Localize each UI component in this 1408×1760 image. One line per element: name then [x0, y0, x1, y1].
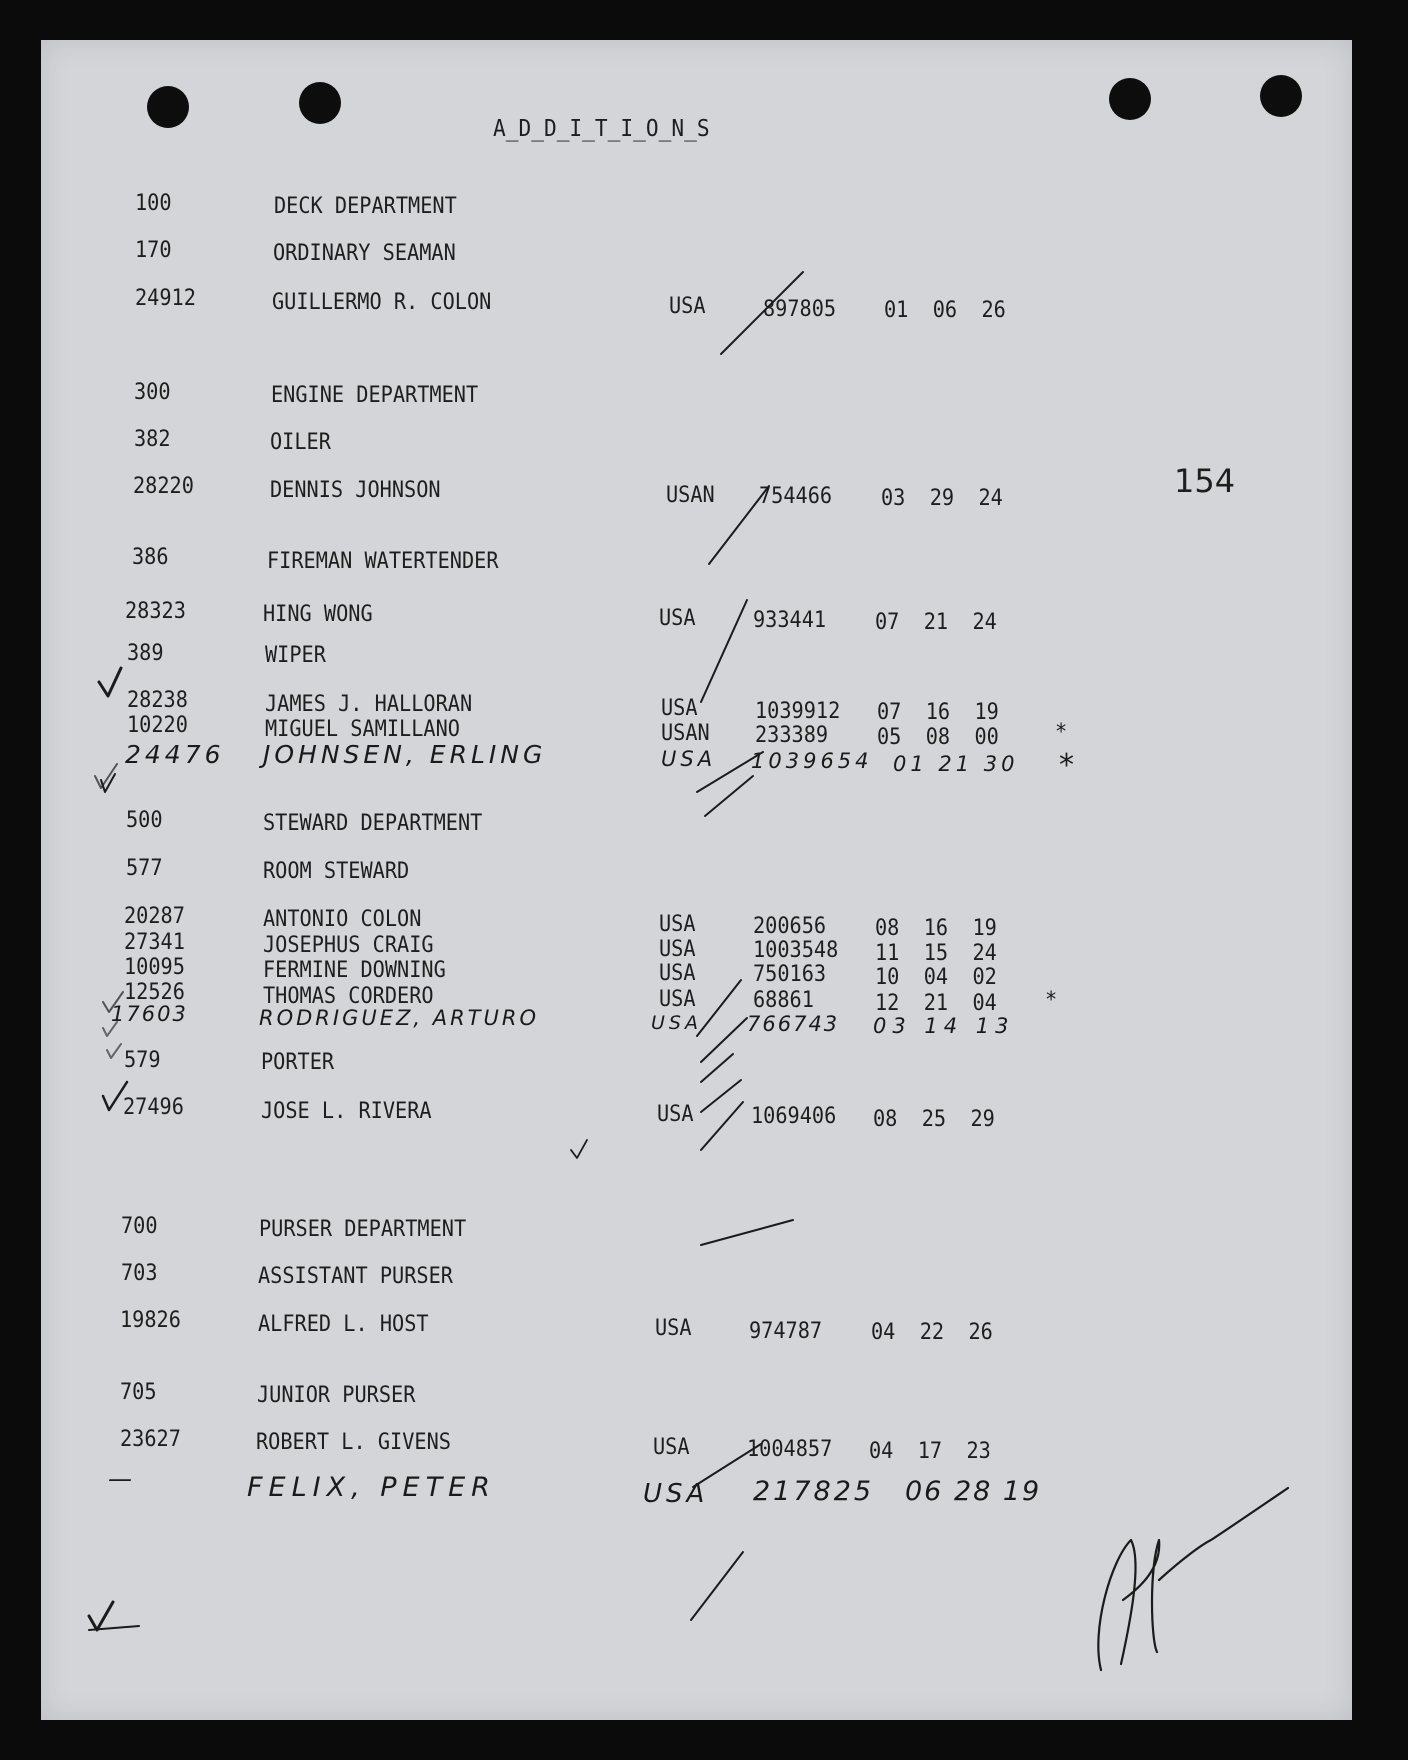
- rating-label: ASSISTANT PURSER: [258, 1264, 453, 1289]
- crew-number: 974787: [749, 1319, 823, 1344]
- crew-date: 10 04 02: [875, 965, 997, 990]
- crew-code: 10220: [127, 713, 188, 738]
- crew-code: 28238: [127, 688, 188, 713]
- crew-number: 897805: [763, 297, 837, 322]
- rating-label: PORTER: [261, 1050, 335, 1075]
- crew-code: 17603: [111, 1002, 188, 1026]
- crew-number: 766743: [747, 1012, 840, 1036]
- crew-date: 03 29 24: [881, 486, 1003, 511]
- crew-number: 1039912: [755, 699, 841, 724]
- crew-flag: *: [1055, 720, 1068, 745]
- crew-flag: *: [1045, 988, 1058, 1013]
- crew-nationality: USA: [653, 1435, 690, 1460]
- crew-name: ROBERT L. GIVENS: [256, 1430, 451, 1455]
- crew-number: 933441: [753, 608, 827, 633]
- crew-code: 28220: [133, 474, 194, 499]
- department-label: ENGINE DEPARTMENT: [271, 383, 479, 408]
- crew-nationality: USA: [659, 987, 696, 1012]
- check-slash: [709, 486, 769, 564]
- crew-nationality: USA: [651, 1012, 702, 1034]
- crew-code: 28323: [125, 599, 186, 624]
- check-mark: [107, 1044, 121, 1058]
- check-mark: [103, 1022, 117, 1036]
- crew-name: THOMAS CORDERO: [263, 984, 434, 1009]
- crew-name: JAMES J. HALLORAN: [265, 692, 473, 717]
- check-slash: [697, 980, 741, 1036]
- department-label: STEWARD DEPARTMENT: [263, 811, 483, 836]
- crew-nationality: USA: [655, 1316, 692, 1341]
- rating-label: ROOM STEWARD: [263, 859, 410, 884]
- check-slash: [693, 1444, 761, 1487]
- department-code: 500: [126, 808, 163, 833]
- rating-code: 389: [127, 641, 164, 666]
- crew-date: 07 21 24: [875, 610, 997, 635]
- crew-name: HING WONG: [263, 602, 373, 627]
- crew-nationality: USAN: [666, 483, 715, 508]
- crew-flag: *: [1059, 748, 1078, 783]
- crew-date: 03 14 13: [873, 1014, 1015, 1038]
- check-mark: [99, 668, 121, 696]
- crew-code: —: [108, 1465, 132, 1493]
- crew-name: JOSE L. RIVERA: [261, 1099, 432, 1124]
- check-slash: [697, 752, 763, 792]
- rating-code: 705: [120, 1380, 157, 1405]
- crew-number: 754466: [759, 484, 833, 509]
- crew-nationality: USA: [669, 294, 706, 319]
- crew-code: 12526: [124, 980, 185, 1005]
- crew-code: 27341: [124, 930, 185, 955]
- crew-code: 24912: [135, 286, 196, 311]
- crew-number: 1069406: [751, 1104, 837, 1129]
- document-page: [41, 40, 1352, 1720]
- crew-nationality: USA: [657, 1102, 694, 1127]
- crew-nationality: USA: [661, 696, 698, 721]
- rating-code: 577: [126, 856, 163, 881]
- crew-name: FERMINE DOWNING: [263, 958, 446, 983]
- crew-code: 10095: [124, 955, 185, 980]
- crew-code: 27496: [123, 1095, 184, 1120]
- check-slash: [701, 1102, 743, 1150]
- crew-code: 23627: [120, 1427, 181, 1452]
- rating-label: JUNIOR PURSER: [257, 1383, 416, 1408]
- page-number: 154: [1174, 462, 1236, 500]
- check-slash: [691, 1552, 743, 1620]
- crew-date: 05 08 00: [877, 725, 999, 750]
- check-slash: [701, 600, 747, 702]
- check-slash: [721, 272, 803, 354]
- crew-nationality: USA: [659, 606, 696, 631]
- crew-date: 12 21 04: [875, 991, 997, 1016]
- handwritten-marks: [41, 40, 1352, 1720]
- crew-code: 20287: [124, 904, 185, 929]
- crew-number: 217825: [753, 1476, 875, 1507]
- crew-name: DENNIS JOHNSON: [270, 478, 441, 503]
- signature: [1098, 1488, 1288, 1670]
- crew-name: ANTONIO COLON: [263, 907, 422, 932]
- crew-code: 19826: [120, 1308, 181, 1333]
- crew-nationality: USA: [659, 937, 696, 962]
- crew-number: 1004857: [747, 1437, 833, 1462]
- crew-date: 04 22 26: [871, 1320, 993, 1345]
- crew-number: 1003548: [753, 938, 839, 963]
- crew-date: 07 16 19: [877, 700, 999, 725]
- check-slash: [701, 1018, 747, 1062]
- crew-number: 1039654: [751, 749, 873, 773]
- department-code: 100: [135, 191, 172, 216]
- crew-number: 750163: [753, 962, 827, 987]
- check-mark: [571, 1140, 587, 1158]
- check-mark: [103, 992, 123, 1012]
- crew-nationality: USA: [659, 912, 696, 937]
- rating-code: 703: [121, 1261, 158, 1286]
- crew-date: 06 28 19: [905, 1476, 1042, 1507]
- rating-label: WIPER: [265, 643, 326, 668]
- crew-nationality: USA: [643, 1479, 709, 1509]
- page-title: A_D_D_I_T_I_O_N_S: [493, 116, 710, 142]
- crew-name: JOSEPHUS CRAIG: [263, 933, 434, 958]
- crew-code: 24476: [125, 740, 225, 769]
- crew-nationality: USAN: [661, 721, 710, 746]
- department-code: 300: [134, 380, 171, 405]
- crew-date: 04 17 23: [869, 1439, 991, 1464]
- department-code: 700: [121, 1214, 158, 1239]
- crew-date: 11 15 24: [875, 941, 997, 966]
- rating-code: 382: [134, 427, 171, 452]
- rating-label: OILER: [270, 430, 331, 455]
- crew-name: ALFRED L. HOST: [258, 1312, 429, 1337]
- crew-date: 08 25 29: [873, 1107, 995, 1132]
- rating-label: ORDINARY SEAMAN: [273, 241, 456, 266]
- crew-name: GUILLERMO R. COLON: [272, 290, 492, 315]
- check-mark: [103, 1082, 127, 1110]
- crew-name: RODRIGUEZ, ARTURO: [259, 1006, 540, 1030]
- crew-number: 233389: [755, 723, 829, 748]
- crew-date: 01 06 26: [884, 298, 1006, 323]
- check-slash: [701, 1220, 793, 1245]
- rating-code: 386: [132, 545, 169, 570]
- crew-name: FELIX, PETER: [247, 1472, 496, 1503]
- rating-code: 170: [135, 238, 172, 263]
- department-label: PURSER DEPARTMENT: [259, 1217, 467, 1242]
- rating-label: FIREMAN WATERTENDER: [267, 549, 499, 574]
- crew-nationality: USA: [659, 961, 696, 986]
- department-label: DECK DEPARTMENT: [274, 194, 457, 219]
- crew-name: JOHNSEN, ERLING: [263, 740, 547, 769]
- crew-number: 200656: [753, 914, 827, 939]
- check-mark: [89, 1602, 113, 1630]
- crew-date: 08 16 19: [875, 916, 997, 941]
- crew-number: 68861: [753, 988, 814, 1013]
- crew-date: 01 21 30: [893, 752, 1019, 776]
- crew-nationality: USA: [661, 747, 717, 771]
- rating-code: 579: [124, 1048, 161, 1073]
- check-slash: [701, 1080, 741, 1112]
- crew-name: MIGUEL SAMILLANO: [265, 717, 460, 742]
